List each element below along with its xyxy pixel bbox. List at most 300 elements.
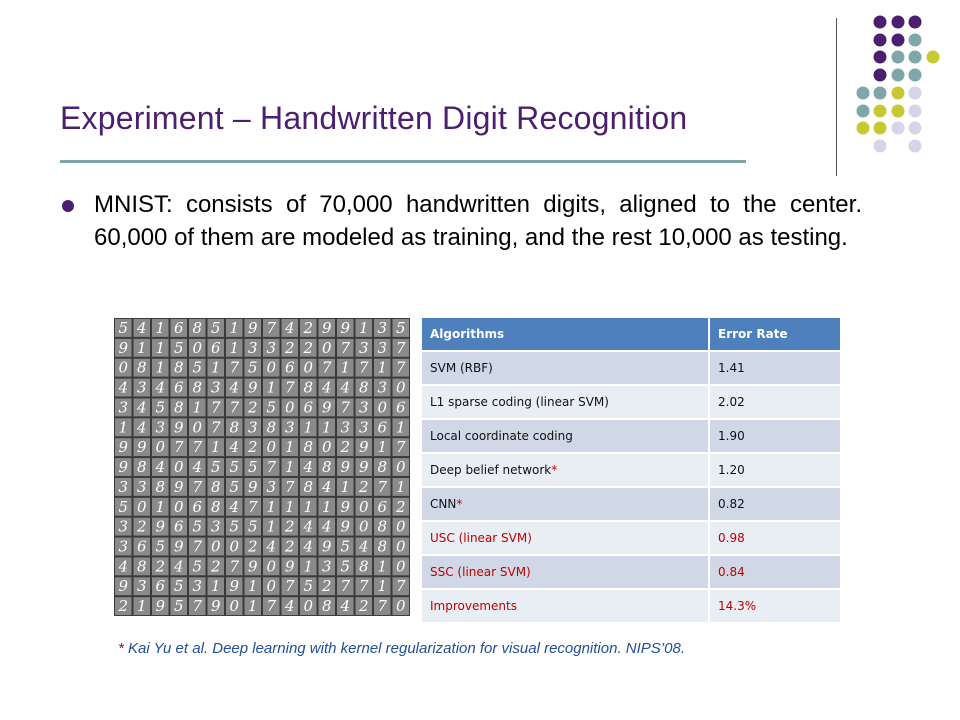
digit-cell bbox=[374, 398, 391, 416]
digit-cell bbox=[171, 379, 188, 397]
digit-cell bbox=[356, 518, 373, 536]
digit-glyph: 4 bbox=[136, 318, 147, 337]
digit-glyph: 1 bbox=[303, 557, 314, 576]
digit-glyph: 1 bbox=[303, 497, 314, 516]
algorithm-cell bbox=[422, 487, 709, 521]
decorative-dot bbox=[857, 122, 870, 135]
digit-cell bbox=[245, 518, 262, 536]
digit-glyph: 1 bbox=[303, 418, 314, 437]
digit-cell bbox=[226, 418, 243, 436]
digit-glyph: 8 bbox=[358, 378, 369, 397]
digit-glyph: 9 bbox=[358, 458, 369, 477]
error-rate-cell: 14.3% bbox=[709, 589, 840, 622]
digit-glyph: 8 bbox=[210, 477, 221, 496]
digit-cell bbox=[189, 379, 206, 397]
digit-cell bbox=[134, 379, 151, 397]
digit-cell bbox=[189, 518, 206, 536]
algorithm-cell bbox=[422, 419, 709, 453]
digit-cell bbox=[152, 478, 169, 496]
digit-glyph: 4 bbox=[229, 378, 240, 397]
bullet-dot bbox=[62, 200, 74, 212]
digit-glyph: 5 bbox=[303, 577, 314, 596]
digit-cell bbox=[171, 577, 188, 595]
digit-glyph: 1 bbox=[155, 497, 166, 516]
digit-glyph: 2 bbox=[284, 537, 295, 556]
digit-cell bbox=[300, 458, 317, 476]
digit-cell bbox=[319, 478, 336, 496]
digit-cell bbox=[134, 478, 151, 496]
digit-glyph: 1 bbox=[284, 438, 295, 457]
digit-glyph: 7 bbox=[247, 497, 258, 516]
algorithm-name: SSC (linear SVM) bbox=[430, 565, 531, 579]
digit-cell bbox=[337, 438, 354, 456]
digit-cell bbox=[300, 438, 317, 456]
digit-cell bbox=[134, 458, 151, 476]
citation bbox=[118, 640, 685, 657]
digit-cell bbox=[226, 498, 243, 516]
digit-cell bbox=[208, 398, 225, 416]
digit-glyph: 0 bbox=[173, 497, 184, 516]
digit-glyph: 8 bbox=[136, 358, 147, 377]
digit-cell bbox=[152, 577, 169, 595]
digit-cell bbox=[189, 498, 206, 516]
digit-cell bbox=[393, 538, 410, 556]
digit-cell bbox=[356, 597, 373, 615]
digit-glyph: 5 bbox=[229, 517, 240, 536]
digit-cell bbox=[134, 518, 151, 536]
digit-glyph: 5 bbox=[210, 458, 221, 477]
algorithm-cell bbox=[422, 385, 709, 419]
digit-glyph: 5 bbox=[155, 398, 166, 417]
digit-glyph: 3 bbox=[377, 318, 388, 337]
digit-glyph: 7 bbox=[173, 438, 184, 457]
mnist-sample-grid bbox=[114, 318, 410, 616]
table-header-row bbox=[422, 318, 840, 351]
digit-glyph: 7 bbox=[358, 358, 369, 377]
digit-cell bbox=[300, 478, 317, 496]
digit-glyph: 9 bbox=[247, 318, 258, 337]
digit-cell bbox=[134, 339, 151, 357]
digit-cell bbox=[226, 597, 243, 615]
digit-cell bbox=[393, 379, 410, 397]
digit-cell bbox=[374, 538, 391, 556]
decorative-dot bbox=[909, 122, 922, 135]
digit-glyph: 9 bbox=[321, 537, 332, 556]
digit-glyph: 3 bbox=[377, 338, 388, 357]
digit-glyph: 1 bbox=[395, 418, 406, 437]
digit-cell bbox=[263, 577, 280, 595]
digit-glyph: 7 bbox=[229, 358, 240, 377]
digit-glyph: 1 bbox=[321, 497, 332, 516]
digit-cell bbox=[300, 398, 317, 416]
digit-glyph: 0 bbox=[321, 438, 332, 457]
digit-cell bbox=[337, 518, 354, 536]
digit-glyph: 9 bbox=[247, 378, 258, 397]
digit-glyph: 3 bbox=[358, 398, 369, 417]
digit-glyph: 9 bbox=[118, 458, 129, 477]
digit-cell bbox=[263, 379, 280, 397]
digit-glyph: 3 bbox=[358, 418, 369, 437]
digit-cell bbox=[300, 557, 317, 575]
digit-glyph: 9 bbox=[284, 557, 295, 576]
digit-cell bbox=[134, 398, 151, 416]
decorative-dot bbox=[909, 87, 922, 100]
digit-cell bbox=[337, 319, 354, 337]
digit-glyph: 7 bbox=[395, 438, 406, 457]
digit-cell bbox=[282, 597, 299, 615]
digit-cell bbox=[374, 577, 391, 595]
digit-glyph: 2 bbox=[303, 318, 314, 337]
digit-cell bbox=[115, 398, 132, 416]
digit-glyph: 5 bbox=[247, 517, 258, 536]
digit-cell bbox=[337, 597, 354, 615]
digit-cell bbox=[134, 418, 151, 436]
digit-cell bbox=[115, 498, 132, 516]
digit-glyph: 0 bbox=[266, 577, 277, 596]
digit-cell bbox=[356, 339, 373, 357]
digit-cell bbox=[374, 498, 391, 516]
digit-cell bbox=[134, 438, 151, 456]
digit-glyph: 5 bbox=[192, 557, 203, 576]
digit-glyph: 0 bbox=[192, 418, 203, 437]
digit-cell bbox=[226, 319, 243, 337]
digit-cell bbox=[337, 478, 354, 496]
digit-cell bbox=[189, 577, 206, 595]
digit-glyph: 3 bbox=[210, 517, 221, 536]
table-row bbox=[422, 419, 840, 453]
digit-cell bbox=[337, 398, 354, 416]
digit-glyph: 8 bbox=[136, 557, 147, 576]
digit-cell bbox=[115, 339, 132, 357]
digit-cell bbox=[282, 379, 299, 397]
digit-cell bbox=[356, 577, 373, 595]
digit-glyph: 4 bbox=[321, 517, 332, 536]
digit-glyph: 0 bbox=[229, 597, 240, 616]
digit-cell bbox=[374, 478, 391, 496]
digit-cell bbox=[245, 557, 262, 575]
digit-glyph: 3 bbox=[284, 418, 295, 437]
digit-glyph: 3 bbox=[358, 338, 369, 357]
decorative-dot bbox=[874, 69, 887, 82]
digit-glyph: 0 bbox=[118, 358, 129, 377]
citation-text: Kai Yu et al. Deep learning with kernel regularization for visual recognition. NIPS’08. bbox=[123, 640, 685, 657]
digit-cell bbox=[208, 438, 225, 456]
digit-glyph: 8 bbox=[303, 378, 314, 397]
digit-cell bbox=[282, 339, 299, 357]
digit-glyph: 0 bbox=[377, 398, 388, 417]
digit-cell bbox=[245, 418, 262, 436]
digit-cell bbox=[152, 319, 169, 337]
digit-glyph: 5 bbox=[340, 557, 351, 576]
digit-cell bbox=[263, 597, 280, 615]
digit-cell bbox=[208, 319, 225, 337]
digit-cell bbox=[282, 398, 299, 416]
digit-cell bbox=[393, 359, 410, 377]
digit-cell bbox=[115, 438, 132, 456]
digit-cell bbox=[356, 458, 373, 476]
algorithm-name: CNN bbox=[430, 497, 457, 511]
digit-glyph: 8 bbox=[136, 458, 147, 477]
digit-glyph: 1 bbox=[210, 438, 221, 457]
digit-glyph: 0 bbox=[358, 517, 369, 536]
digit-glyph: 7 bbox=[284, 378, 295, 397]
digit-cell bbox=[337, 359, 354, 377]
digit-cell bbox=[337, 379, 354, 397]
digit-glyph: 9 bbox=[173, 418, 184, 437]
digit-glyph: 8 bbox=[192, 318, 203, 337]
digit-glyph: 1 bbox=[155, 358, 166, 377]
digit-cell bbox=[356, 398, 373, 416]
digit-glyph: 7 bbox=[358, 577, 369, 596]
digit-glyph: 8 bbox=[266, 418, 277, 437]
digit-glyph: 6 bbox=[303, 398, 314, 417]
decorative-dot bbox=[892, 105, 905, 118]
digit-cell bbox=[337, 498, 354, 516]
digit-cell bbox=[263, 538, 280, 556]
digit-glyph: 3 bbox=[118, 537, 129, 556]
header-algorithms: Algorithms bbox=[422, 318, 709, 351]
digit-glyph: 2 bbox=[340, 438, 351, 457]
digit-cell bbox=[319, 538, 336, 556]
digit-glyph: 6 bbox=[136, 537, 147, 556]
digit-glyph: 3 bbox=[136, 577, 147, 596]
digit-cell bbox=[300, 597, 317, 615]
digit-cell bbox=[356, 538, 373, 556]
digit-glyph: 3 bbox=[210, 378, 221, 397]
digit-cell bbox=[393, 557, 410, 575]
digit-glyph: 8 bbox=[358, 557, 369, 576]
digit-cell bbox=[337, 418, 354, 436]
digit-cell bbox=[189, 418, 206, 436]
table-row bbox=[422, 487, 840, 521]
digit-glyph: 4 bbox=[303, 517, 314, 536]
digit-glyph: 6 bbox=[192, 497, 203, 516]
digit-cell bbox=[208, 538, 225, 556]
digit-cell bbox=[245, 597, 262, 615]
digit-cell bbox=[374, 319, 391, 337]
algorithm-name: USC (linear SVM) bbox=[430, 531, 532, 545]
digit-cell bbox=[208, 498, 225, 516]
digit-cell bbox=[226, 359, 243, 377]
digit-cell bbox=[300, 359, 317, 377]
digit-cell bbox=[152, 418, 169, 436]
citation-star: * bbox=[456, 497, 463, 511]
decorative-dot bbox=[909, 34, 922, 47]
decorative-dot bbox=[892, 34, 905, 47]
digit-glyph: 4 bbox=[229, 497, 240, 516]
digit-cell bbox=[337, 557, 354, 575]
digit-glyph: 5 bbox=[192, 358, 203, 377]
digit-cell bbox=[282, 359, 299, 377]
digit-glyph: 9 bbox=[340, 458, 351, 477]
algorithm-name: L1 sparse coding (linear SVM) bbox=[430, 395, 609, 409]
digit-cell bbox=[263, 438, 280, 456]
digit-glyph: 6 bbox=[210, 338, 221, 357]
digit-cell bbox=[356, 359, 373, 377]
digit-cell bbox=[208, 597, 225, 615]
digit-glyph: 1 bbox=[377, 358, 388, 377]
digit-cell bbox=[393, 498, 410, 516]
digit-glyph: 7 bbox=[266, 318, 277, 337]
digit-cell bbox=[245, 359, 262, 377]
digit-cell bbox=[134, 577, 151, 595]
digit-cell bbox=[208, 557, 225, 575]
digit-glyph: 1 bbox=[266, 497, 277, 516]
decorative-dot bbox=[874, 16, 887, 29]
digit-cell bbox=[152, 597, 169, 615]
digit-glyph: 5 bbox=[247, 458, 258, 477]
digit-cell bbox=[171, 597, 188, 615]
digit-cell bbox=[208, 478, 225, 496]
decorative-dot bbox=[909, 105, 922, 118]
table-row bbox=[422, 589, 840, 622]
digit-cell bbox=[319, 339, 336, 357]
digit-cell bbox=[189, 398, 206, 416]
digit-cell bbox=[356, 438, 373, 456]
digit-glyph: 9 bbox=[173, 537, 184, 556]
digit-cell bbox=[208, 359, 225, 377]
digit-cell bbox=[393, 458, 410, 476]
digit-glyph: 7 bbox=[210, 398, 221, 417]
digit-glyph: 2 bbox=[118, 597, 129, 616]
digit-glyph: 8 bbox=[155, 477, 166, 496]
digit-glyph: 0 bbox=[284, 398, 295, 417]
digit-glyph: 4 bbox=[118, 557, 129, 576]
digit-cell bbox=[282, 498, 299, 516]
digit-glyph: 7 bbox=[229, 557, 240, 576]
decorative-dot bbox=[874, 87, 887, 100]
digit-cell bbox=[189, 557, 206, 575]
digit-glyph: 0 bbox=[395, 517, 406, 536]
error-rate-cell: 1.90 bbox=[709, 419, 840, 453]
digit-cell bbox=[152, 518, 169, 536]
algorithm-name: SVM (RBF) bbox=[430, 361, 493, 375]
digit-glyph: 7 bbox=[340, 338, 351, 357]
decorative-dot bbox=[909, 51, 922, 64]
digit-glyph: 0 bbox=[173, 458, 184, 477]
digit-cell bbox=[189, 438, 206, 456]
digit-cell bbox=[319, 498, 336, 516]
digit-glyph: 2 bbox=[358, 597, 369, 616]
digit-cell bbox=[208, 577, 225, 595]
digit-glyph: 7 bbox=[340, 577, 351, 596]
digit-cell bbox=[134, 597, 151, 615]
digit-cell bbox=[300, 577, 317, 595]
digit-cell bbox=[134, 538, 151, 556]
digit-glyph: 4 bbox=[284, 318, 295, 337]
digit-glyph: 0 bbox=[395, 597, 406, 616]
digit-glyph: 3 bbox=[136, 477, 147, 496]
digit-glyph: 3 bbox=[266, 477, 277, 496]
digit-cell bbox=[245, 438, 262, 456]
citation-asterisk: * bbox=[118, 640, 124, 657]
digit-glyph: 9 bbox=[340, 318, 351, 337]
digit-glyph: 0 bbox=[266, 557, 277, 576]
digit-glyph: 6 bbox=[173, 517, 184, 536]
error-rate-cell: 0.84 bbox=[709, 555, 840, 589]
algorithm-cell bbox=[422, 453, 709, 487]
digit-cell bbox=[115, 597, 132, 615]
digit-cell bbox=[374, 597, 391, 615]
digit-cell bbox=[319, 319, 336, 337]
digit-cell bbox=[374, 458, 391, 476]
digit-glyph: 8 bbox=[303, 477, 314, 496]
digit-glyph: 0 bbox=[136, 497, 147, 516]
digit-cell bbox=[374, 438, 391, 456]
digit-cell bbox=[300, 498, 317, 516]
decorative-dot bbox=[892, 51, 905, 64]
digit-cell bbox=[263, 458, 280, 476]
digit-cell bbox=[393, 597, 410, 615]
digit-cell bbox=[263, 359, 280, 377]
digit-cell bbox=[356, 478, 373, 496]
digit-cell bbox=[356, 319, 373, 337]
digit-cell bbox=[263, 557, 280, 575]
digit-cell bbox=[245, 538, 262, 556]
digit-cell bbox=[189, 339, 206, 357]
digit-cell bbox=[115, 379, 132, 397]
digit-glyph: 4 bbox=[321, 378, 332, 397]
digit-glyph: 6 bbox=[395, 398, 406, 417]
algorithm-name: Local coordinate coding bbox=[430, 429, 573, 443]
digit-glyph: 4 bbox=[340, 597, 351, 616]
digit-cell bbox=[115, 418, 132, 436]
digit-glyph: 0 bbox=[266, 358, 277, 377]
digit-glyph: 2 bbox=[247, 438, 258, 457]
digit-glyph: 1 bbox=[266, 517, 277, 536]
digit-cell bbox=[152, 359, 169, 377]
digit-cell bbox=[393, 339, 410, 357]
digit-glyph: 3 bbox=[321, 557, 332, 576]
digit-glyph: 5 bbox=[266, 398, 277, 417]
digit-glyph: 4 bbox=[340, 378, 351, 397]
digit-cell bbox=[152, 398, 169, 416]
table-row bbox=[422, 521, 840, 555]
digit-glyph: 7 bbox=[192, 537, 203, 556]
digit-glyph: 1 bbox=[155, 318, 166, 337]
digit-cell bbox=[152, 538, 169, 556]
digit-cell bbox=[245, 319, 262, 337]
decorative-dot bbox=[874, 51, 887, 64]
digit-glyph: 9 bbox=[118, 338, 129, 357]
digit-cell bbox=[171, 359, 188, 377]
digit-glyph: 3 bbox=[266, 338, 277, 357]
algorithm-name: Improvements bbox=[430, 599, 517, 613]
digit-cell bbox=[226, 478, 243, 496]
digit-glyph: 3 bbox=[155, 418, 166, 437]
digit-glyph: 5 bbox=[173, 577, 184, 596]
digit-glyph: 6 bbox=[173, 318, 184, 337]
digit-glyph: 3 bbox=[192, 577, 203, 596]
digit-glyph: 1 bbox=[377, 577, 388, 596]
digit-glyph: 0 bbox=[266, 438, 277, 457]
digit-cell bbox=[319, 418, 336, 436]
decorative-dot bbox=[892, 16, 905, 29]
digit-glyph: 1 bbox=[321, 418, 332, 437]
digit-glyph: 7 bbox=[340, 398, 351, 417]
digit-cell bbox=[300, 518, 317, 536]
digit-glyph: 3 bbox=[247, 418, 258, 437]
digit-glyph: 0 bbox=[321, 338, 332, 357]
digit-cell bbox=[356, 418, 373, 436]
digit-cell bbox=[152, 339, 169, 357]
digit-glyph: 9 bbox=[247, 557, 258, 576]
digit-glyph: 1 bbox=[395, 477, 406, 496]
digit-glyph: 3 bbox=[118, 477, 129, 496]
digit-cell bbox=[374, 557, 391, 575]
digit-glyph: 4 bbox=[229, 438, 240, 457]
digit-glyph: 7 bbox=[395, 358, 406, 377]
